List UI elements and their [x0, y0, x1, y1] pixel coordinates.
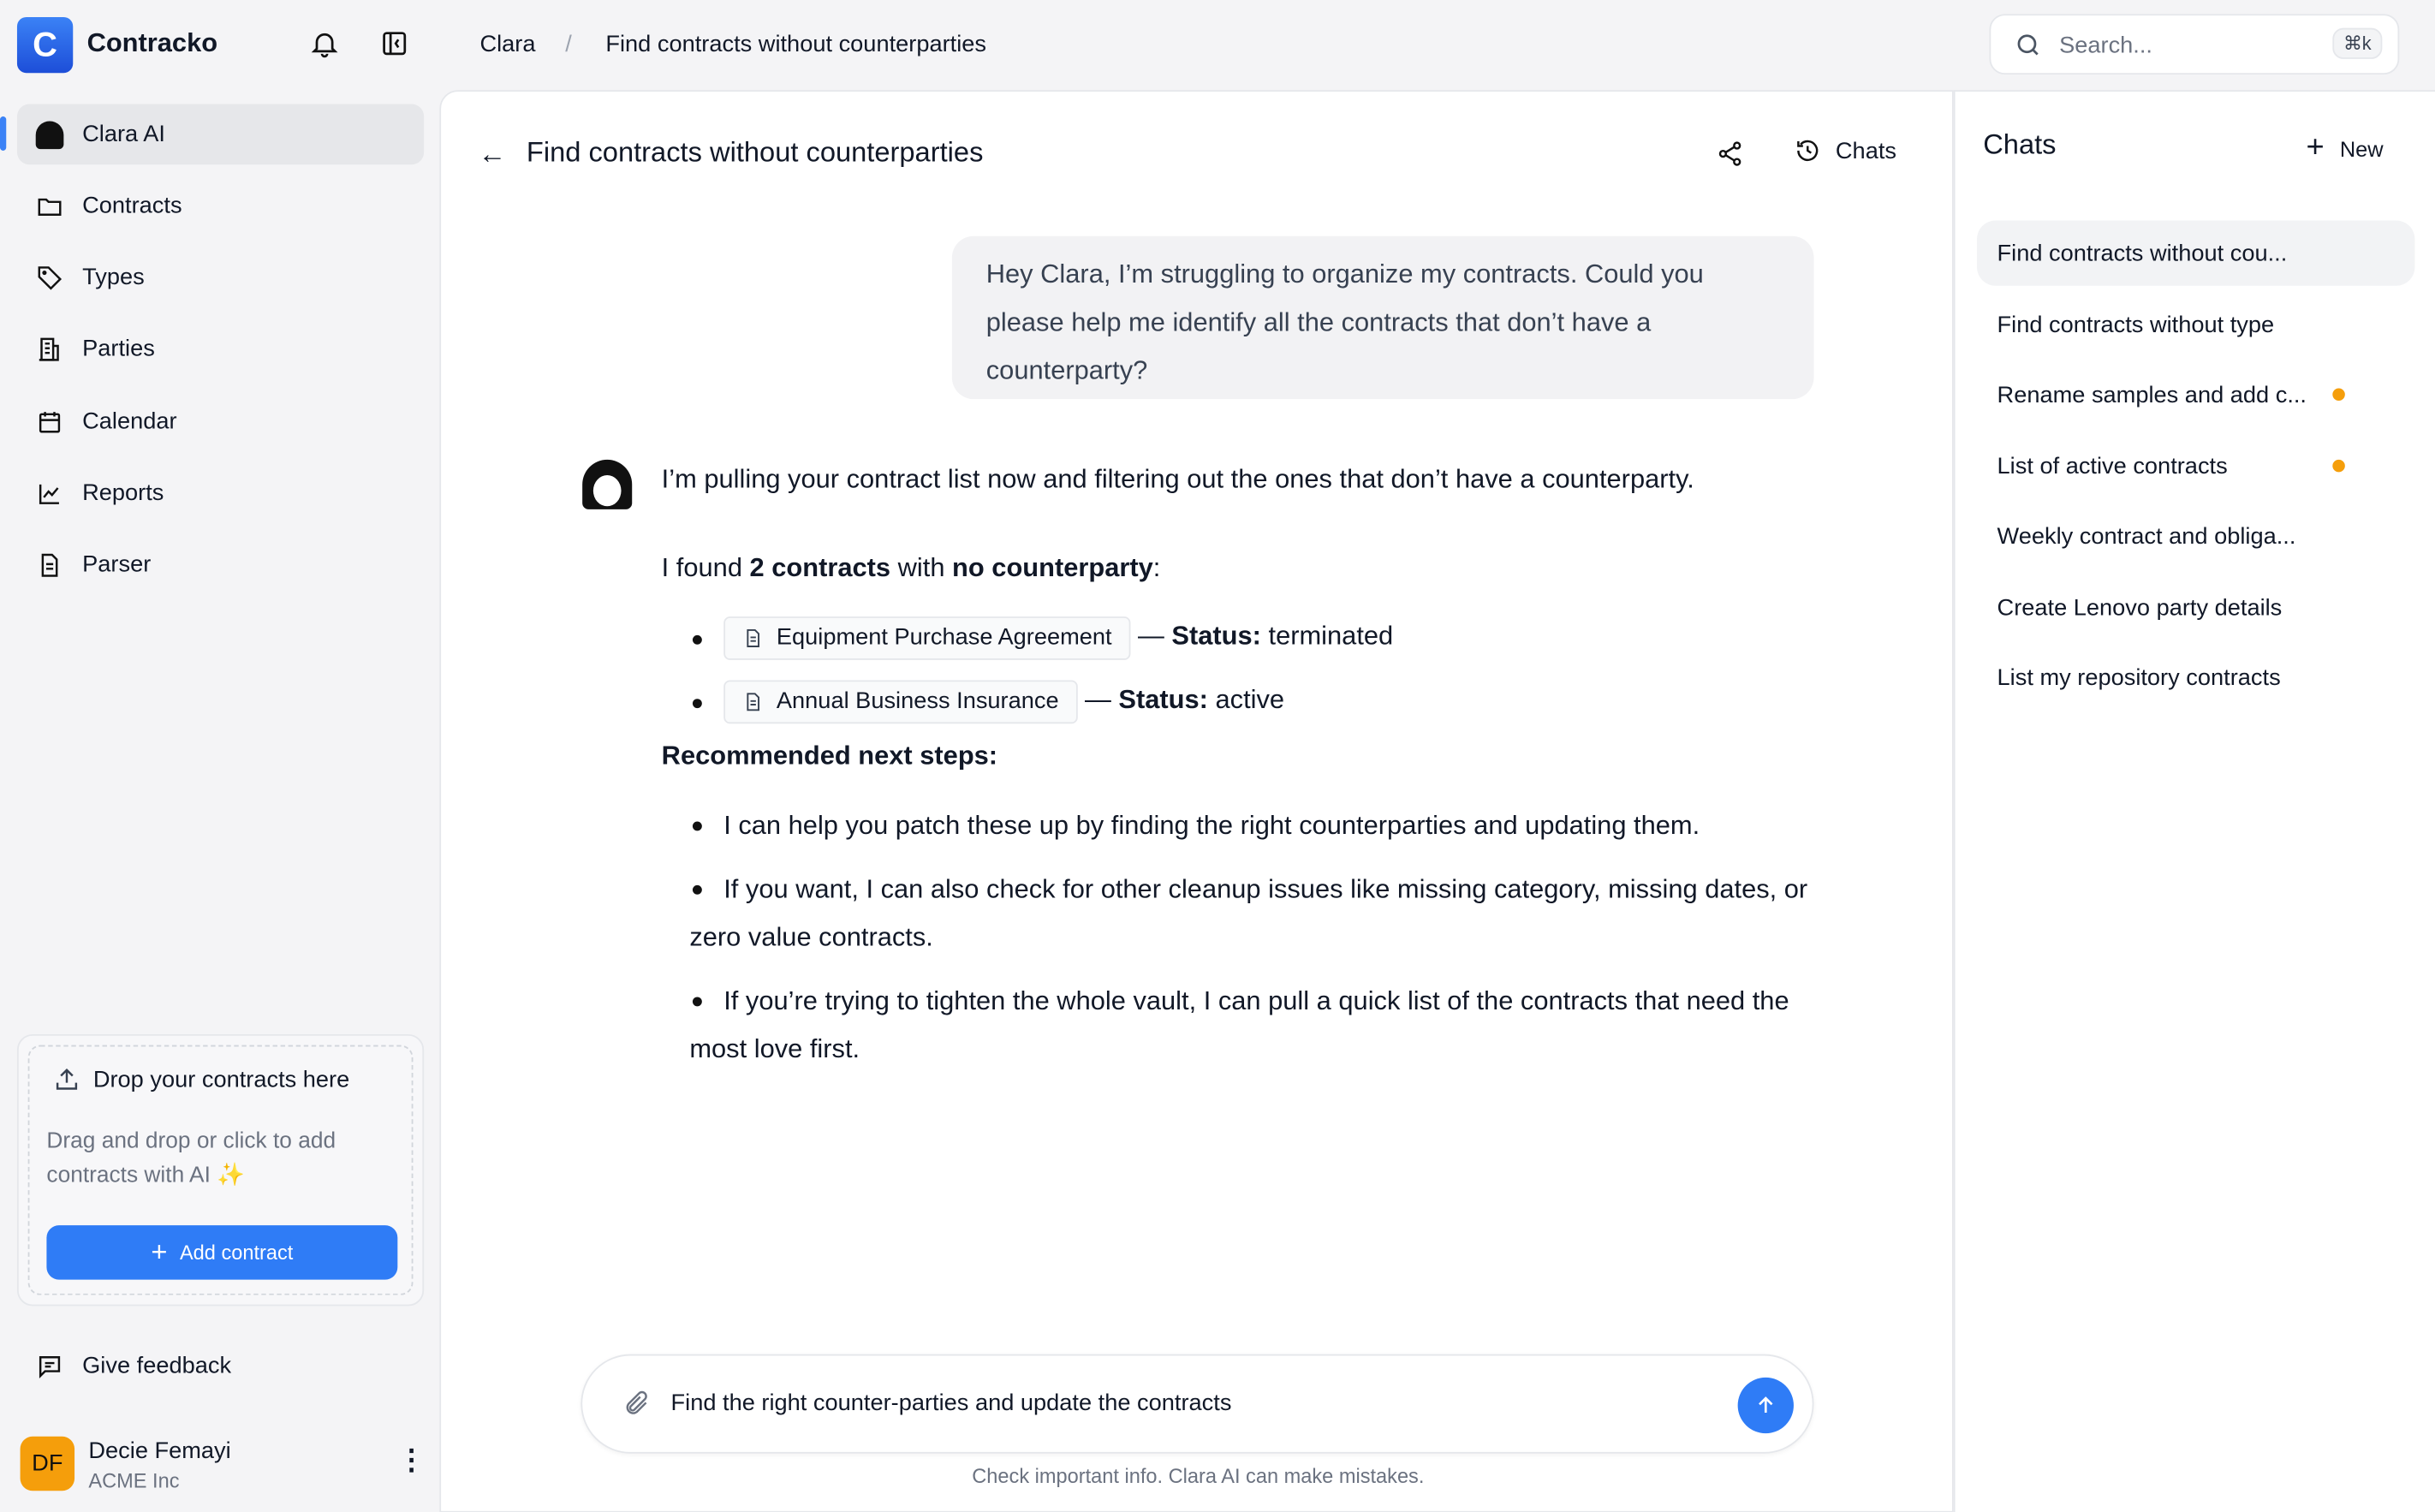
feedback-icon	[36, 1352, 64, 1380]
sidebar-item-parties[interactable]	[17, 318, 424, 379]
clara-avatar-icon	[36, 121, 64, 149]
search-shortcut: ⌘k	[2332, 28, 2382, 59]
step-text: If you want, I can also check for other cleanup issues like missing category, missing dates, or zero value contracts.	[689, 874, 1808, 952]
chat-list-item[interactable]	[1977, 574, 2414, 640]
dash: —	[1084, 684, 1111, 715]
search-placeholder: Search...	[2059, 33, 2152, 59]
upload-icon	[53, 1065, 81, 1093]
bullet	[693, 822, 702, 831]
sidebar-item-clara-ai[interactable]	[17, 104, 424, 165]
chat-item-label: Weekly contract and obliga...	[1997, 522, 2296, 550]
tag-icon	[36, 263, 64, 291]
chat-list-item[interactable]	[1977, 292, 2414, 357]
dropzone-description: Drag and drop or click to add contracts with AI ✨	[46, 1128, 336, 1188]
sidebar-item-label: Parties	[82, 335, 155, 362]
dropzone-title: Drop your contracts here	[92, 1067, 350, 1093]
clara-avatar	[582, 460, 632, 509]
chat-item-label: Rename samples and add c...	[1997, 381, 2307, 408]
bullet	[693, 997, 702, 1006]
next-steps-title: Recommended next steps:	[661, 741, 998, 771]
found-mid: with	[890, 552, 953, 583]
folder-icon	[36, 192, 64, 220]
contract-chip[interactable]	[723, 616, 1130, 659]
active-indicator	[0, 116, 6, 151]
found-summary	[662, 544, 1161, 592]
sidebar-item-label: Contracts	[82, 192, 182, 219]
chat-list-item[interactable]	[1977, 433, 2414, 498]
step-item	[689, 801, 1838, 849]
calendar-icon	[36, 408, 64, 436]
document-icon	[742, 690, 764, 711]
chat-list-item[interactable]	[1977, 362, 2414, 427]
contract-chip[interactable]	[723, 680, 1077, 723]
logo-letter: C	[33, 25, 57, 64]
sidebar-item-types[interactable]	[17, 247, 424, 307]
status-label: Status:	[1171, 621, 1261, 651]
give-feedback-button[interactable]	[17, 1336, 424, 1396]
sidebar-toggle-icon[interactable]	[379, 28, 410, 59]
breadcrumb-separator: /	[565, 31, 572, 58]
building-icon	[36, 335, 64, 363]
search-icon	[2014, 31, 2042, 59]
send-button[interactable]	[1738, 1378, 1794, 1433]
breadcrumb-clara[interactable]: Clara	[479, 31, 536, 58]
app-logo[interactable]	[17, 17, 73, 73]
unread-dot	[2332, 460, 2345, 473]
found-count: 2 contracts	[749, 552, 891, 583]
chat-item-label: Create Lenovo party details	[1997, 593, 2283, 621]
sidebar-item-label: Clara AI	[82, 121, 165, 148]
found-no-counterparty: no counterparty	[952, 552, 1153, 583]
chat-item-label: Find contracts without cou...	[1997, 240, 2288, 267]
found-prefix: I found	[661, 552, 750, 583]
chat-title: Find contracts without counterparties	[526, 136, 984, 168]
chats-panel	[1954, 90, 2435, 1512]
chart-icon	[36, 479, 64, 508]
upload-dropzone[interactable]	[17, 1034, 424, 1306]
document-icon	[742, 627, 764, 648]
message-input[interactable]: Find the right counter-parties and update the contracts	[670, 1390, 1232, 1417]
paperclip-icon[interactable]	[622, 1390, 651, 1418]
contract-name: Equipment Purchase Agreement	[776, 624, 1112, 652]
contract-status: active	[1215, 684, 1285, 715]
sidebar-item-parser[interactable]	[17, 534, 424, 595]
assistant-intro: I’m pulling your contract list now and filtering out the ones that don’t have a counterparty.	[661, 464, 1694, 494]
step-text: I can help you patch these up by finding the right counterparties and updating them.	[723, 810, 1700, 841]
sidebar-item-calendar[interactable]	[17, 391, 424, 452]
chats-panel-title: Chats	[1983, 128, 2057, 160]
step-text: If you’re trying to tighten the whole vault, I can pull a quick list of the contracts that need the most love first.	[689, 985, 1789, 1064]
contract-row	[723, 676, 1284, 723]
share-icon[interactable]	[1716, 140, 1744, 168]
step-item	[689, 977, 1838, 1073]
bullet	[693, 635, 702, 645]
dash: —	[1137, 621, 1164, 651]
chat-list-item[interactable]	[1977, 221, 2414, 286]
step-item	[689, 865, 1838, 961]
chat-list-item[interactable]	[1977, 645, 2414, 710]
chat-list-item[interactable]	[1977, 503, 2414, 568]
plus-icon: +	[151, 1235, 168, 1268]
chats-button-label: Chats	[1835, 137, 1896, 164]
chat-main	[439, 90, 1953, 1512]
sidebar-item-label: Parser	[82, 551, 152, 578]
message-composer[interactable]	[580, 1354, 1813, 1454]
app-name: Contracko	[86, 27, 218, 58]
sidebar-item-contracts[interactable]	[17, 176, 424, 236]
history-icon	[1794, 137, 1822, 165]
sidebar-item-label: Reports	[82, 479, 164, 507]
chat-item-label: Find contracts without type	[1997, 311, 2275, 338]
more-options-icon[interactable]: ⋮	[397, 1444, 426, 1476]
user-message: Hey Clara, I’m struggling to organize my contracts. Could you please help me identify all the contracts that don’t have a counterparty?	[952, 236, 1814, 399]
sidebar-item-label: Calendar	[82, 408, 177, 435]
user-org: ACME Inc	[88, 1468, 180, 1493]
add-contract-label: Add contract	[179, 1241, 294, 1265]
next-steps-list	[689, 801, 1838, 1073]
chat-item-label: List my repository contracts	[1997, 664, 2281, 691]
contract-status: terminated	[1268, 621, 1394, 651]
add-contract-button[interactable]	[46, 1225, 397, 1279]
new-chat-button[interactable]	[2306, 130, 2383, 166]
sidebar-item-label: Types	[82, 264, 145, 291]
unread-dot	[2332, 388, 2345, 401]
back-arrow-icon[interactable]: ←	[478, 138, 507, 170]
breadcrumb-current: Find contracts without counterparties	[605, 31, 986, 58]
new-chat-label: New	[2339, 135, 2384, 161]
contract-row	[723, 612, 1393, 660]
bullet	[693, 885, 702, 895]
found-colon: :	[1152, 552, 1161, 583]
plus-icon: +	[2306, 130, 2325, 165]
bell-icon[interactable]	[309, 28, 340, 59]
bullet	[693, 699, 702, 708]
search-input[interactable]	[1989, 14, 2399, 74]
document-icon	[36, 551, 64, 579]
sidebar-item-reports[interactable]	[17, 463, 424, 524]
chat-item-label: List of active contracts	[1997, 452, 2228, 479]
contract-name: Annual Business Insurance	[776, 688, 1059, 715]
user-avatar[interactable]: DF	[21, 1437, 74, 1491]
status-label: Status:	[1118, 684, 1208, 715]
chats-button[interactable]	[1794, 137, 1896, 165]
feedback-label: Give feedback	[82, 1352, 232, 1379]
disclaimer: Check important info. Clara AI can make mistakes.	[972, 1464, 1425, 1488]
arrow-up-icon	[1753, 1393, 1778, 1418]
user-name: Decie Femayi	[88, 1438, 231, 1465]
